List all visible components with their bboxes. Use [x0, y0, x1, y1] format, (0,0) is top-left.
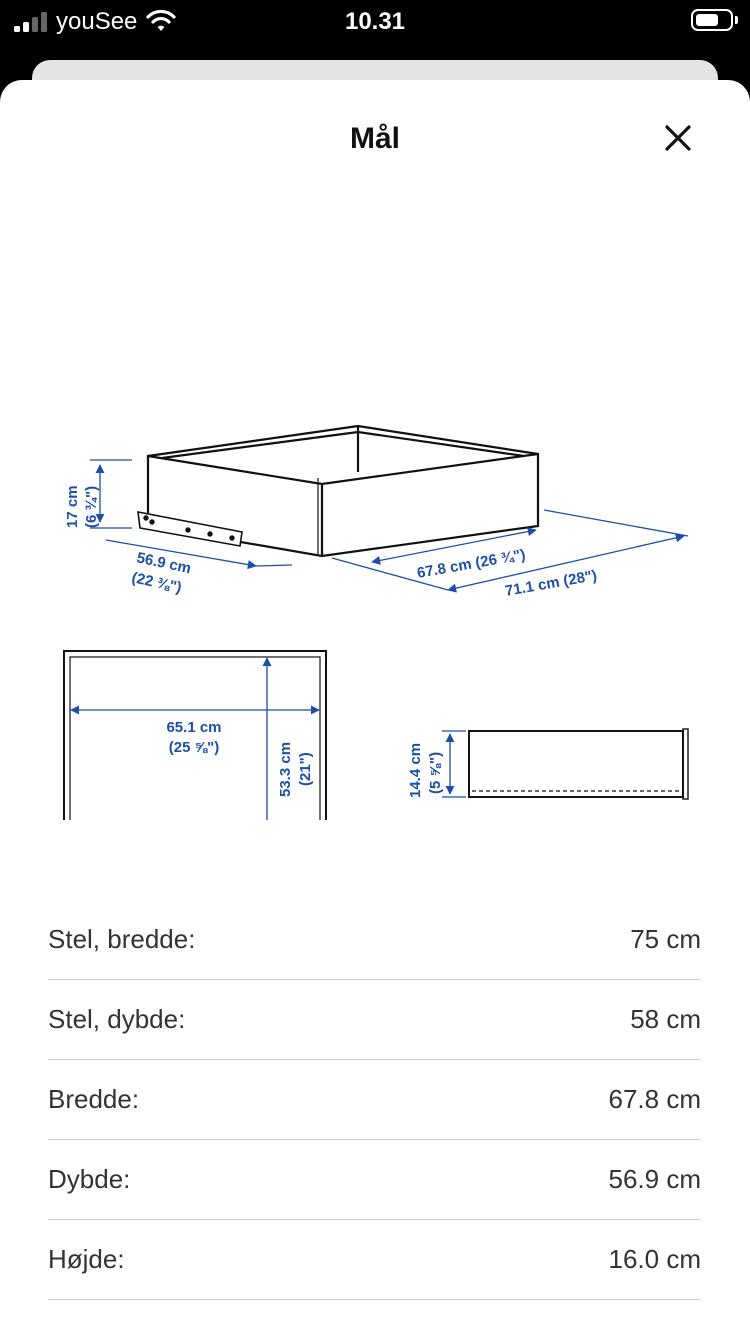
spec-value: 56.9 cm — [608, 1164, 701, 1194]
top-width-cm-label: 65.1 cm — [166, 719, 222, 736]
depth-cm-label: 56.9 cm — [135, 549, 193, 578]
front-view-dimension-labels — [407, 743, 444, 798]
spec-row-frame-depth — [48, 980, 701, 1060]
spec-label: Dybde: — [48, 1164, 131, 1194]
sheet-title: Mål — [349, 122, 400, 155]
spec-value: 16.0 cm — [608, 1244, 701, 1274]
close-button[interactable] — [658, 118, 698, 158]
spec-label: Stel, bredde: — [48, 924, 196, 954]
drawer-front-view — [469, 729, 688, 799]
close-icon — [658, 118, 698, 158]
drawer-dimension-drawing — [0, 260, 750, 820]
top-width-in-label: (25 ⅝") — [168, 739, 220, 756]
drawer-isometric-view — [138, 426, 538, 556]
spec-row-height — [48, 1220, 701, 1300]
top-depth-in-label: (21") — [297, 752, 314, 786]
depth-in-label: (22 ⅜") — [130, 569, 184, 597]
spec-label: Bredde: — [48, 1084, 140, 1114]
status-bar — [0, 0, 750, 44]
inner-width-label: 67.8 cm (26 ¾") — [415, 546, 527, 582]
spec-value: 58 cm — [630, 1004, 701, 1034]
height-in-label: (6 ¾") — [83, 485, 100, 528]
spec-label: Højde: — [48, 1244, 125, 1274]
spec-label: Stel, dybde: — [48, 1004, 186, 1034]
dimension-diagram — [0, 260, 750, 820]
spec-row-frame-width — [48, 900, 701, 980]
front-height-cm-label: 14.4 cm — [407, 742, 424, 798]
height-cm-label: 17 cm — [64, 485, 81, 528]
dimensions-sheet — [0, 80, 750, 1334]
battery-cap — [735, 16, 738, 24]
front-view-dimension-lines — [442, 731, 466, 797]
carrier-name: youSee — [56, 8, 138, 35]
status-time: 10.31 — [344, 8, 406, 35]
outer-width-label: 71.1 cm (28") — [503, 567, 599, 600]
spec-list — [48, 900, 701, 1300]
spec-value: 75 cm — [630, 924, 701, 954]
spec-row-width — [48, 1060, 701, 1140]
battery-icon — [691, 9, 733, 31]
front-height-in-label: (5 ⅝") — [427, 751, 444, 794]
spec-value: 67.8 cm — [608, 1084, 701, 1114]
top-depth-cm-label: 53.3 cm — [277, 741, 294, 797]
spec-row-depth — [48, 1140, 701, 1220]
